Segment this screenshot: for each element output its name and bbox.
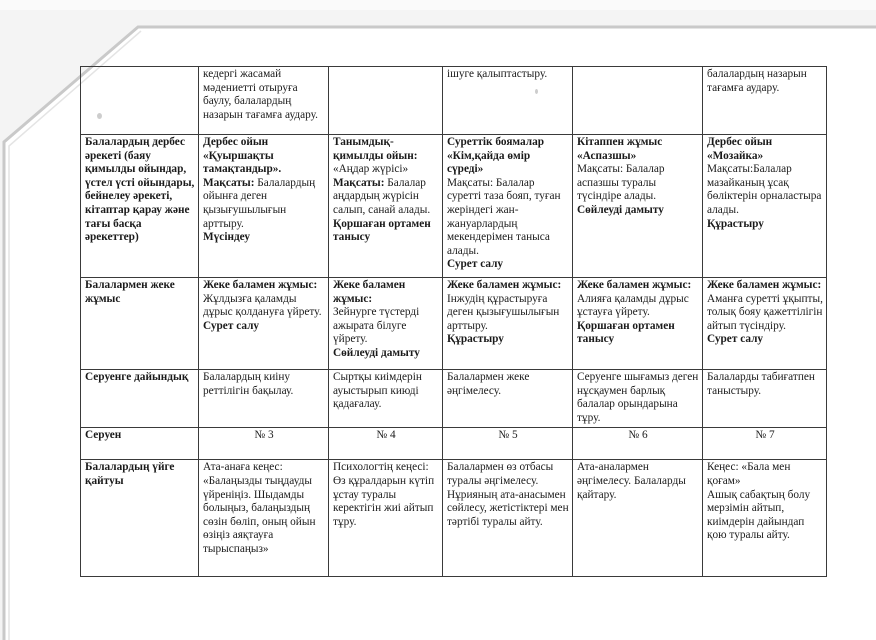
plain-text: Кеңес: «Бала мен қоғам» — [707, 461, 791, 487]
cell-text — [707, 489, 823, 543]
cell-text — [707, 68, 823, 95]
table-cell — [199, 135, 329, 278]
cell-text — [203, 68, 325, 122]
table-cell — [329, 370, 443, 428]
table-cell — [573, 67, 703, 135]
cell-heading — [203, 177, 325, 231]
table-row — [81, 460, 827, 577]
cell-text — [707, 461, 823, 488]
bold-text: Дербес ойын «Мозайка» — [707, 136, 773, 162]
table-row — [81, 370, 827, 428]
cell-text — [333, 461, 439, 529]
plain-text: Зейнурге түстерді ажырата білуге үйрету. — [333, 306, 420, 346]
table-row — [81, 278, 827, 370]
table-cell — [199, 460, 329, 577]
cell-text — [447, 461, 569, 529]
cell-text — [203, 371, 325, 398]
cell-text — [203, 429, 325, 443]
cell-heading — [333, 177, 439, 218]
bold-text: Кітаппен жұмыс «Аспазшы» — [577, 136, 663, 162]
table-cell — [199, 67, 329, 135]
cell-text — [577, 371, 699, 425]
plain-text: балалардың назарын тағамға аудару. — [707, 68, 807, 94]
cell-heading — [447, 279, 569, 293]
bold-text: Мақсаты: — [333, 176, 388, 189]
bold-text: Сурет салу — [447, 258, 504, 271]
cell-heading — [577, 320, 699, 347]
plain-text: Ата-аналармен әңгімелесу. Балаларды қайтару. — [577, 461, 686, 501]
plain-text: Мақсаты: Балалар суретті таза бояп, туған жеріндегі жан-жануарлардың мекендерімен таныса алады. — [447, 176, 561, 257]
cell-text — [707, 163, 823, 217]
plain-text: Балалардың киіну реттілігін бақылау. — [203, 371, 294, 397]
plain-text: «Аңдар жүрісі» — [333, 163, 409, 176]
cell-text — [447, 177, 569, 259]
cell-text — [333, 371, 439, 412]
cell-heading — [203, 279, 325, 293]
table-cell — [329, 460, 443, 577]
bold-text: Құрастыру — [447, 333, 504, 346]
plain-text: Ашық сабақтың болу мерзімін айтып, киімдерін дайындап қою туралы айту. — [707, 488, 811, 542]
plain-text: Мақсаты:Балалар мазайканың ұсақ бөліктерін орналастыра алады. — [707, 163, 822, 216]
cell-text — [577, 163, 699, 204]
table-cell — [573, 428, 703, 460]
cell-heading — [707, 136, 823, 163]
cell-text — [577, 293, 699, 320]
cell-heading — [333, 279, 439, 306]
table-row — [81, 428, 827, 460]
cell-text — [447, 371, 569, 398]
bold-text: Жеке баламен жұмыс: — [203, 279, 318, 291]
plain-text: Балалармен өз отбасы туралы әңгімелесу. Нұрияның ата-анасымен сөйлесу, жетістіктері мен тәртібі туралы айту. — [447, 461, 569, 528]
plain-text: ішуге қалыптастыру. — [447, 68, 548, 80]
row-label: Серуенге дайындық — [81, 370, 199, 428]
cell-text — [447, 68, 569, 82]
bold-text: Қоршаған ортамен танысу — [333, 217, 431, 244]
bold-text: Мақсаты: — [203, 176, 258, 189]
table-cell — [443, 370, 573, 428]
table-row — [81, 135, 827, 278]
cell-heading — [203, 231, 325, 245]
table-cell — [199, 370, 329, 428]
cell-text — [333, 306, 439, 347]
plain-text: Балалармен жеке әңгімелесу. — [447, 371, 530, 397]
table-cell — [703, 370, 827, 428]
cell-heading — [707, 333, 823, 347]
plain-text: № 6 — [628, 429, 648, 442]
table-cell — [329, 278, 443, 370]
bold-text: Қоршаған ортамен танысу — [577, 319, 675, 346]
table-cell — [703, 67, 827, 135]
table-cell — [573, 460, 703, 577]
bold-text: Жеке баламен жұмыс: — [447, 279, 562, 291]
bold-text: Дербес ойын «Қуыршақты тамақтандыр». — [203, 136, 282, 176]
table-cell — [443, 135, 573, 278]
table-cell — [443, 428, 573, 460]
bold-text: Жеке баламен жұмыс: — [707, 279, 822, 291]
table-cell — [703, 460, 827, 577]
row-label: Балалардың үйге қайтуы — [81, 460, 199, 577]
cell-heading — [447, 333, 569, 347]
cell-text — [707, 371, 823, 398]
cell-text — [203, 461, 325, 556]
bold-text: Мүсіндеу — [203, 231, 251, 244]
plain-text: Ата-анаға кеңес: «Балаңызды тыңдауды үйреніңіз. Шыдамды болыңыз, балаңыздың сөзін бөліп, оның ойын өзіңіз аяқтауға тырыспаңыз» — [203, 461, 316, 555]
plain-text: Балалар аңдардың жүрісін салып, санай алады. — [333, 176, 431, 216]
bold-text: Танымдық-қимылды ойын: — [333, 136, 418, 162]
cell-heading — [333, 218, 439, 245]
plain-text: Психологтің кеңесі: Өз құралдарын күтіп ұстау туралы керектігін жиі айтып тұру. — [333, 461, 435, 528]
cell-heading — [203, 320, 325, 334]
cell-heading — [333, 136, 439, 163]
table-cell — [329, 67, 443, 135]
plan-table — [80, 66, 827, 577]
table-cell — [199, 278, 329, 370]
cell-heading — [203, 136, 325, 177]
plain-text: Аманға суретті ұқыпты, толық бояу қажеттілігін айтып түсіндіру. — [707, 292, 823, 332]
cell-text — [333, 163, 439, 177]
cell-heading — [707, 279, 823, 293]
cell-text — [447, 429, 569, 443]
cell-text — [577, 461, 699, 502]
cell-heading — [707, 218, 823, 232]
table-cell — [329, 428, 443, 460]
plain-text: Сыртқы киімдерін ауыстырып киюді қадағалау. — [333, 371, 422, 411]
cell-heading — [577, 204, 699, 218]
plain-text: Алияға қаламды дұрыс ұстауға үйрету. — [577, 292, 689, 319]
plain-text: № 4 — [376, 429, 396, 442]
table-cell — [329, 135, 443, 278]
bold-text: Құрастыру — [707, 217, 764, 230]
plain-text: Серуенге шығамыз деген нұсқаумен барлық балалар орындарына тұру. — [577, 371, 699, 424]
cell-text — [707, 293, 823, 334]
table-cell — [443, 278, 573, 370]
bold-text: Жеке баламен жұмыс: — [577, 279, 692, 291]
table-cell — [703, 428, 827, 460]
table-cell — [703, 135, 827, 278]
cell-heading — [577, 136, 699, 163]
bold-text: Сурет салу — [203, 319, 260, 332]
cell-text — [447, 293, 569, 334]
cell-text — [577, 429, 699, 443]
bold-text: Сөйлеуді дамыту — [577, 203, 664, 216]
cell-text — [333, 429, 439, 443]
table-cell — [573, 135, 703, 278]
bold-text: Суреттік боямалар «Кім,қайда өмір сүреді» — [447, 136, 545, 176]
cell-text — [707, 429, 823, 443]
row-label: Серуен — [81, 428, 199, 460]
table-cell — [573, 370, 703, 428]
plain-text: № 5 — [498, 429, 518, 442]
plain-text: Жұлдызға қаламды дұрыс қолдануға үйрету. — [203, 292, 322, 319]
scanner-background — [0, 0, 876, 10]
cell-text — [203, 293, 325, 320]
bold-text: Сөйлеуді дамыту — [333, 346, 420, 359]
row-label — [81, 67, 199, 135]
table-cell — [443, 67, 573, 135]
cell-heading — [447, 258, 569, 272]
bold-text: Сурет салу — [707, 333, 764, 346]
table-cell — [703, 278, 827, 370]
table-cell — [199, 428, 329, 460]
plain-text: Інжудің құрастыруға деген қызығушылығын арттыру. — [447, 292, 560, 332]
plain-text: Мақсаты: Балалар аспазшы туралы түсіндіре алады. — [577, 163, 665, 203]
cell-heading — [333, 347, 439, 361]
plain-text: Балаларды табиғатпен таныстыру. — [707, 371, 815, 397]
table-row — [81, 67, 827, 135]
plain-text: кедергі жасамай мәдениетті отыруға баулу, балалардың назарын тағамға аудару. — [203, 68, 318, 121]
row-label: Балалардың дербес әрекеті (баяу қимылды ойындар, үстел үсті ойындары, бейнелеу әрекеті, кітаптар қарау және тағы басқа әрекеттер) — [81, 135, 199, 278]
cell-heading — [577, 279, 699, 293]
plain-text: № 3 — [254, 429, 274, 442]
table-cell — [443, 460, 573, 577]
cell-heading — [447, 136, 569, 177]
plain-text: № 7 — [755, 429, 775, 442]
bold-text: Жеке баламен жұмыс: — [333, 279, 406, 305]
plain-text: Балалардың ойынға деген қызығушылығын арттыру. — [203, 176, 316, 230]
row-label: Балалармен жеке жұмыс — [81, 278, 199, 370]
table-cell — [573, 278, 703, 370]
